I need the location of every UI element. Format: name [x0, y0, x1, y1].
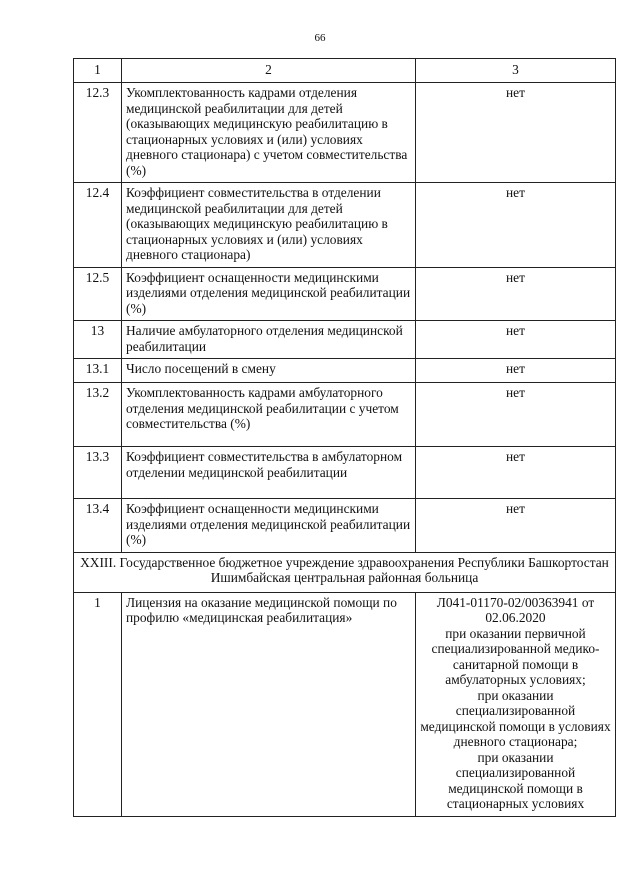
row-description: Коэффициент совместительства в амбулаторном отделении медицинской реабилитации: [122, 447, 416, 499]
row-value: нет: [416, 267, 616, 321]
column-header-number: 1: [74, 59, 122, 83]
row-value: нет: [416, 83, 616, 183]
row-value: нет: [416, 383, 616, 447]
table-row: [74, 183, 616, 268]
section-row: [74, 552, 616, 592]
row-value: нет: [416, 183, 616, 268]
row-description: Лицензия на оказание медицинской помощи по профилю «медицинская реабилитация»: [122, 592, 416, 816]
row-description: Коэффициент совместительства в отделении медицинской реабилитации для детей (оказывающих медицинскую реабилитацию в стационарных условиях и (или) условиях дневного стационара): [122, 183, 416, 268]
page-number: 66: [314, 32, 326, 44]
row-number: 13.2: [74, 383, 122, 447]
column-header-value: 3: [416, 59, 616, 83]
row-description: Коэффициент оснащенности медицинскими изделиями отделения медицинской реабилитации (%): [122, 499, 416, 553]
row-number: 1: [74, 592, 122, 816]
table-row: [74, 383, 616, 447]
row-number: 12.3: [74, 83, 122, 183]
table-row: [74, 83, 616, 183]
license-details: [416, 592, 616, 816]
row-number: 13.3: [74, 447, 122, 499]
table-row: [74, 447, 616, 499]
row-description: Число посещений в смену: [122, 359, 416, 383]
row-description: Укомплектованность кадрами отделения медицинской реабилитации для детей (оказывающих медицинскую реабилитацию в стационарных условиях и (или) условиях дневного стационара) с учетом совместительства (%): [122, 83, 416, 183]
row-number: 13.1: [74, 359, 122, 383]
license-row: [74, 592, 616, 816]
table-row: [74, 267, 616, 321]
table-row: [74, 359, 616, 383]
license-scope-day-hospital: при оказании специализированной медицинской помощи в условиях дневного стационара;: [420, 687, 611, 749]
indicators-table: [73, 58, 616, 817]
row-number: 13: [74, 321, 122, 359]
row-value: нет: [416, 447, 616, 499]
row-description: Наличие амбулаторного отделения медицинской реабилитации: [122, 321, 416, 359]
table-row: [74, 321, 616, 359]
row-number: 12.4: [74, 183, 122, 268]
row-description: Коэффициент оснащенности медицинскими изделиями отделения медицинской реабилитации (%): [122, 267, 416, 321]
table-header-row: [74, 59, 616, 83]
row-value: нет: [416, 321, 616, 359]
table-row: [74, 499, 616, 553]
license-number: Л041-01170-02/00363941 от: [436, 594, 595, 610]
license-date: 02.06.2020: [485, 610, 546, 625]
column-header-indicator: 2: [122, 59, 416, 83]
row-value: нет: [416, 499, 616, 553]
license-scope-outpatient: при оказании первичной специализированной медико-санитарной помощи в амбулаторных условиях;: [431, 625, 600, 687]
row-number: 12.5: [74, 267, 122, 321]
row-value: нет: [416, 359, 616, 383]
row-number: 13.4: [74, 499, 122, 553]
section-title: XXIII. Государственное бюджетное учреждение здравоохранения Республики Башкортостан Ишимбайская центральная районная больница: [74, 552, 616, 592]
license-scope-inpatient: при оказании специализированной медицинской помощи в стационарных условиях: [446, 749, 585, 811]
row-description: Укомплектованность кадрами амбулаторного отделения медицинской реабилитации с учетом совместительства (%): [122, 383, 416, 447]
